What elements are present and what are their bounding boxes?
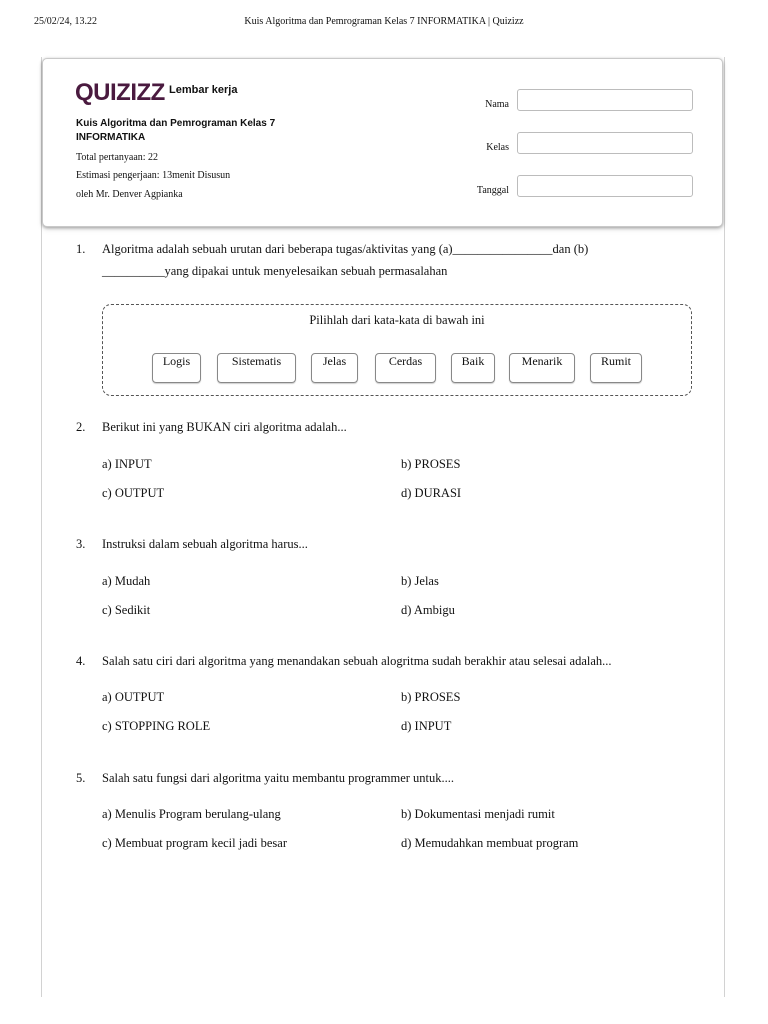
option-b: b) Jelas — [401, 574, 439, 588]
word-chip[interactable]: Jelas — [311, 353, 358, 383]
option-b: b) PROSES — [401, 690, 461, 704]
question-number: 5. — [76, 771, 86, 785]
word-chip[interactable]: Rumit — [590, 353, 642, 383]
word-bank — [102, 304, 692, 396]
date-field[interactable] — [517, 175, 693, 197]
word-chip[interactable]: Logis — [152, 353, 201, 383]
print-date: 25/02/24, 13.22 — [34, 16, 98, 27]
worksheet-label: Lembar kerja — [169, 84, 238, 96]
option-b: b) Dokumentasi menjadi rumit — [401, 807, 555, 821]
question-text: Salah satu fungsi dari algoritma yaitu membantu programmer untuk.... — [102, 771, 455, 785]
option-a: a) Menulis Program berulang-ulang — [102, 807, 281, 821]
word-chip[interactable]: Sistematis — [217, 353, 296, 383]
word-chip[interactable]: Menarik — [509, 353, 575, 383]
name-field[interactable] — [517, 89, 693, 111]
worksheet-header-card — [42, 58, 723, 227]
question-number: 1. — [76, 242, 86, 256]
estimated-time: Estimasi pengerjaan: 13menit Disusun — [76, 170, 231, 181]
word-chip[interactable]: Baik — [451, 353, 495, 383]
question-text: Berikut ini yang BUKAN ciri algoritma adalah... — [102, 420, 347, 434]
class-field[interactable] — [517, 132, 693, 154]
quizizz-logo: QUIZIZZ — [75, 79, 165, 106]
option-a: a) INPUT — [102, 457, 152, 471]
quiz-title: Kuis Algoritma dan Pemrograman Kelas 7 INFORMATIKA — [76, 118, 276, 143]
option-d: d) INPUT — [401, 719, 452, 733]
print-header — [34, 16, 734, 30]
total-questions: Total pertanyaan: 22 — [76, 152, 159, 163]
question-number: 3. — [76, 537, 86, 551]
name-label: Nama — [485, 99, 509, 110]
option-d: d) Ambigu — [401, 603, 455, 617]
option-d: d) DURASI — [401, 486, 462, 500]
class-label: Kelas — [486, 142, 509, 153]
print-footer-divider — [34, 1002, 734, 1004]
option-c: c) Membuat program kecil jadi besar — [102, 836, 287, 850]
option-c: c) STOPPING ROLE — [102, 719, 211, 733]
option-d: d) Memudahkan membuat program — [401, 836, 579, 850]
option-a: a) OUTPUT — [102, 690, 165, 704]
question-text: Instruksi dalam sebuah algoritma harus... — [102, 537, 308, 551]
option-b: b) PROSES — [401, 457, 461, 471]
word-bank-title: Pilihlah dari kata-kata di bawah ini — [309, 313, 485, 327]
word-chip[interactable]: Cerdas — [375, 353, 436, 383]
option-c: c) Sedikit — [102, 603, 151, 617]
option-c: c) OUTPUT — [102, 486, 165, 500]
question-number: 2. — [76, 420, 86, 434]
print-title: Kuis Algoritma dan Pemrograman Kelas 7 INFORMATIKA | Quizizz — [244, 16, 524, 27]
option-a: a) Mudah — [102, 574, 151, 588]
author: oleh Mr. Denver Agpianka — [76, 189, 183, 200]
date-label: Tanggal — [476, 185, 509, 196]
question-number: 4. — [76, 654, 86, 668]
question-text: Salah satu ciri dari algoritma yang menandakan sebuah alogritma sudah berakhir atau selesai adalah... — [102, 654, 612, 668]
question-text: Algoritma adalah sebuah urutan dari beberapa tugas/aktivitas yang (a)________________dan (b) __________yang dipakai untuk menyelesaikan sebuah permasalahan — [102, 242, 589, 278]
